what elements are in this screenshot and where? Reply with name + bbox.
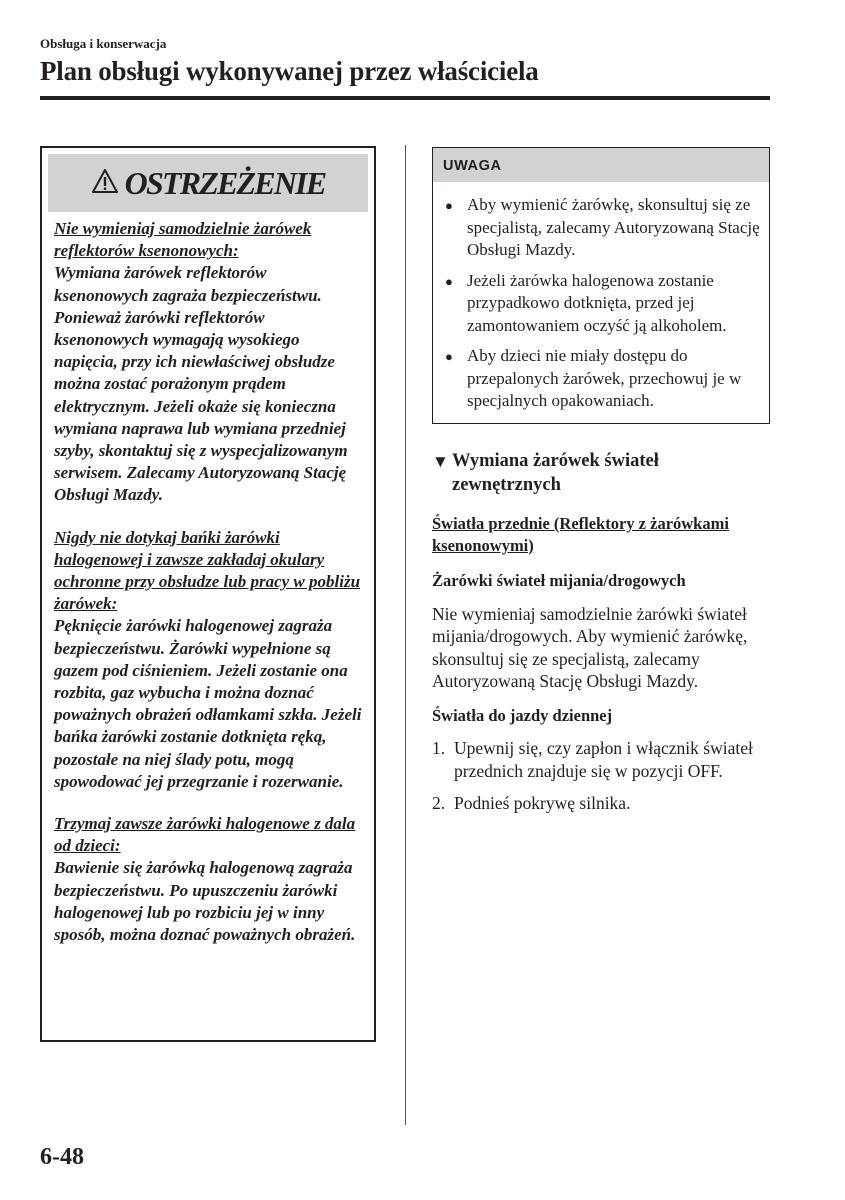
warning-title: OSTRZEŻENIE — [124, 164, 326, 201]
warning-paragraph — [54, 527, 362, 793]
note-title: UWAGA — [433, 148, 769, 182]
subheading — [432, 450, 772, 497]
note-list — [433, 182, 769, 413]
section-title: Światła przednie (Reflektory z żarówkami ksenonowymi) — [432, 514, 729, 555]
warning-text: Wymiana żarówek reflektorów ksenonowych zagraża bezpieczeństwu. Ponieważ żarówki reflektorów ksenonowych wymagają wysokiego napięcia, przy ich niewłaściwej obsłudze można zostać porażonym prądem elektrycznym. Jeżeli okaże się konieczna wymiana naprawa lub wymiana przedniej szyby, skontaktuj się z wyspecjalizowanym serwisem. Zalecamy Autoryzowaną Stację Obsługi Mazdy. — [54, 263, 348, 505]
bullet-icon: ● — [445, 273, 453, 289]
section-label: Obsługa i konserwacja — [40, 36, 167, 51]
warning-triangle-icon — [91, 168, 119, 199]
bulb-text: Nie wymieniaj samodzielnie żarówki świateł mijania/drogowych. Aby wymienić żarówkę, skonsultuj się ze specjalistą, zalecamy Autoryzowaną Stację Obsługi Mazdy. — [432, 603, 748, 691]
bullet-icon: ● — [445, 198, 453, 213]
warning-text: Bawienie się żarówką halogenową zagraża bezpieczeństwu. Po upuszczeniu żarówki halogenowej lub po rozbiciu jej w inny sposób, można doznać poważnych obrażeń. — [54, 858, 356, 945]
step-item — [432, 792, 772, 815]
warning-heading: Nigdy nie dotykaj bańki żarówki halogenowej i zawsze zakładaj okulary ochronne przy obsłudze lub pracy w pobliżu żarówek: — [54, 527, 361, 614]
note-item-text: Aby dzieci nie miały dostępu do przepalonych żarówek, przechowuj je w specjalnych opakowaniach. — [467, 346, 742, 410]
page-title: Plan obsługi wykonywanej przez właściciela — [40, 56, 539, 86]
note-item-text: Aby wymienić żarówkę, skonsultuj się ze specjalistą, zalecamy Autoryzowaną Stację Obsługi Mazdy. — [467, 195, 760, 259]
triangle-down-icon: ▼ — [432, 452, 449, 471]
warning-box — [40, 146, 376, 1042]
step-number: 1. — [432, 738, 446, 758]
warning-paragraph — [54, 813, 362, 946]
warning-header — [48, 154, 368, 212]
warning-heading: Nie wymieniaj samodzielnie żarówek reflektorów ksenonowych: — [54, 219, 312, 261]
note-item — [445, 345, 761, 413]
step-number: 2. — [432, 793, 446, 813]
column-divider — [405, 145, 406, 1125]
note-box — [432, 147, 770, 424]
warning-heading: Trzymaj zawsze żarówki halogenowe z dala od dzieci: — [54, 814, 356, 856]
title-rule — [40, 96, 770, 100]
bullet-icon: ● — [445, 349, 453, 364]
drl-heading: Światła do jazdy dziennej — [432, 705, 613, 725]
note-item — [445, 194, 761, 262]
step-item — [432, 737, 772, 782]
note-item-text: Jeżeli żarówka halogenowa zostanie przypadkowo dotknięta, przed jej zamontowaniem oczyść ją alkoholem. — [467, 270, 727, 335]
step-text: Upewnij się, czy zapłon i włącznik świateł przednich znajduje się w pozycji OFF. — [454, 738, 753, 781]
warning-body — [48, 212, 368, 946]
subheading-text: Wymiana żarówek świateł zewnętrznych — [452, 451, 659, 495]
step-text: Podnieś pokrywę silnika. — [454, 793, 631, 813]
warning-text: Pęknięcie żarówki halogenowej zagraża bezpieczeństwu. Żarówki wypełnione są gazem pod ciśnieniem. Jeżeli zostanie ona rozbita, gaz wybucha i można doznać poważnych obrażeń odłamkami szkła. Jeżeli bańka żarówki zostanie dotknięta ręką, pozostałe na niej ślady potu, mogą spowodować jej przegrzanie i rozerwanie. — [54, 616, 362, 791]
page-number: 6-48 — [40, 1144, 84, 1170]
right-column — [432, 450, 772, 825]
note-item — [445, 270, 761, 338]
bulb-heading: Żarówki świateł mijania/drogowych — [432, 571, 686, 590]
warning-paragraph — [54, 218, 362, 507]
